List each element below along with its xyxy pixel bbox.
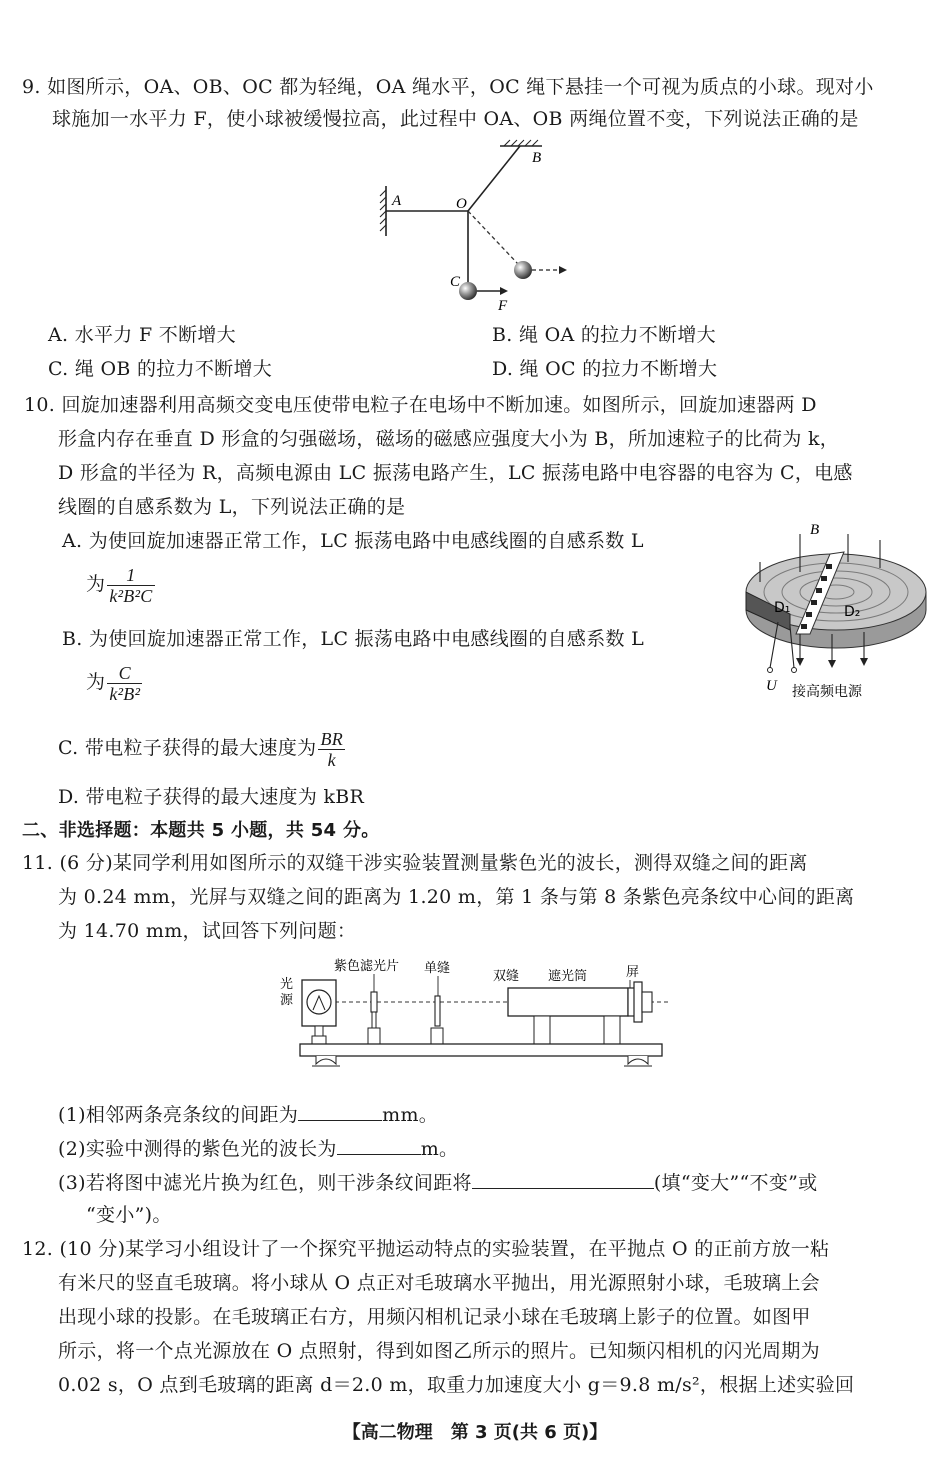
q10-cyclotron-figure [730, 522, 935, 707]
q11-sub3 [58, 1168, 817, 1196]
label-double-slit: 双缝 [493, 969, 520, 984]
q12-stem-line2: 有米尺的竖直毛玻璃。将小球从 O 点正对毛玻璃水平抛出，用光源照射小球，毛玻璃上会 [58, 1272, 820, 1294]
q10-stem-line2: 形盒内存在垂直 D 形盒的匀强磁场，磁场的磁感应强度大小为 B，所加速粒子的比荷为 k， [58, 428, 840, 450]
label-o: O [456, 196, 467, 212]
q9-stem-line1: 9. 如图所示，OA、OB、OC 都为轻绳，OA 绳水平，OC 绳下悬挂一个可视为质点的小球。现对小 [22, 76, 874, 98]
q11-sub1 [58, 1100, 438, 1128]
ceiling-hatch [500, 140, 542, 146]
q10-option-c-fraction [318, 729, 345, 770]
q9-stem-line2: 球施加一水平力 F，使小球被缓慢拉高，此过程中 OA、OB 两绳位置不变，下列说法正确的是 [52, 108, 859, 130]
q11-sub1-answer-blank[interactable] [298, 1100, 382, 1121]
label-b: B [532, 150, 542, 166]
rope-ob [468, 146, 520, 211]
q11-sub2-prefix: (2)实验中测得的紫色光的波长为 [58, 1138, 337, 1160]
q11-sub1-unit: mm。 [382, 1104, 439, 1126]
label-a: A [392, 193, 402, 209]
q10-option-c [58, 726, 345, 770]
q11-sub2-unit: m。 [420, 1138, 459, 1160]
q11-sub3-answer-blank[interactable] [472, 1168, 654, 1189]
q10-option-c-prefix: C. 带电粒子获得的最大速度为 [58, 737, 317, 759]
q10-option-a-prefix: 为 [86, 573, 106, 595]
q10-option-b-numerator: C [107, 663, 142, 684]
q10-option-a-fraction [107, 565, 154, 606]
q10-option-b-prefix: 为 [86, 671, 106, 693]
q10-option-a-numerator: 1 [107, 565, 154, 586]
label-u: U [766, 678, 777, 694]
q10-option-a-formula [86, 562, 155, 606]
q12-stem-line1: 12. (10 分)某学习小组设计了一个探究平抛运动特点的实验装置，在平抛点 O 的正前方放一粘 [22, 1238, 830, 1260]
label-single-slit: 单缝 [424, 961, 451, 976]
label-d1: D₁ [774, 600, 791, 616]
single-slit-element [435, 996, 440, 1026]
q9-option-d: D. 绳 OC 的拉力不断增大 [492, 358, 718, 380]
q11-sub3-prefix: (3)若将图中滤光片换为红色，则干涉条纹间距将 [58, 1172, 472, 1194]
q12-stem-line3: 出现小球的投影。在毛玻璃正右方，用频闪相机记录小球在毛玻璃上影子的位置。如图甲 [58, 1306, 811, 1328]
label-filter: 紫色滤光片 [334, 959, 400, 974]
q11-stem-line2: 为 0.24 mm，光屏与双缝之间的距离为 1.20 m，第 1 条与第 8 条紫色亮条纹中心间的距离 [58, 886, 855, 908]
label-f: F [498, 298, 508, 314]
q9-option-c: C. 绳 OB 的拉力不断增大 [48, 358, 273, 380]
label-light-source-1: 光 [280, 977, 294, 992]
q10-stem-line3: D 形盒的半径为 R，高频电源由 LC 振荡电路产生，LC 振荡电路中电容器的电容为 C，电感 [58, 462, 853, 484]
section-2-heading: 二、非选择题：本题共 5 小题，共 54 分。 [22, 820, 380, 841]
q12-stem-line4: 所示，将一个点光源放在 O 点照射，得到如图乙所示的照片。已知频闪相机的闪光周期为 [58, 1340, 820, 1362]
light-tube [508, 988, 628, 1016]
page-footer: 【高二物理 第 3 页(共 6 页)】 [342, 1422, 608, 1443]
q11-stem-line3: 为 14.70 mm，试回答下列问题： [58, 920, 357, 942]
label-d2: D₂ [844, 604, 861, 620]
q10-stem-line1: 10. 回旋加速器利用高频交变电压使带电粒子在电场中不断加速。如图所示，回旋加速器两 D [24, 394, 817, 416]
q11-sub3-suffix: (填“变大”“不变”或 [653, 1172, 818, 1194]
screen-element [634, 982, 642, 1022]
q11-sub2 [58, 1134, 458, 1162]
ball-raised [514, 261, 532, 279]
q11-sub1-prefix: (1)相邻两条亮条纹的间距为 [58, 1104, 299, 1126]
q10-option-a-denominator: k²B²C [109, 585, 153, 606]
q10-stem-line4: 线圈的自感系数为 L，下列说法正确的是 [58, 496, 406, 518]
label-screen: 屏 [626, 965, 640, 980]
optical-bench [300, 1044, 662, 1056]
q10-option-b-denominator: k²B² [109, 683, 141, 704]
q11-sub3-continued: “变小”)。 [86, 1204, 172, 1226]
q10-option-a-text: A. 为使回旋加速器正常工作，LC 振荡电路中电感线圈的自感系数 L [62, 530, 644, 552]
q10-option-d: D. 带电粒子获得的最大速度为 kBR [58, 786, 365, 808]
q10-option-b-formula [86, 660, 142, 704]
q9-rope-figure [370, 138, 580, 316]
q10-option-c-numerator: BR [320, 728, 344, 749]
label-tube: 遮光筒 [548, 969, 588, 984]
q11-sub2-answer-blank[interactable] [337, 1134, 421, 1155]
rope-oc-dashed [468, 211, 518, 264]
q12-stem-line5: 0.02 s，O 点到毛玻璃的距离 d＝2.0 m，取重力加速度大小 g＝9.8 m/s²，根据上述实验回 [58, 1374, 855, 1396]
q10-option-b-fraction [107, 663, 142, 704]
wall-hatch [380, 186, 386, 236]
q11-interference-apparatus [278, 952, 678, 1092]
label-b: B [810, 522, 820, 538]
q10-option-b-text: B. 为使回旋加速器正常工作，LC 振荡电路中电感线圈的自感系数 L [62, 628, 645, 650]
filter-element [371, 992, 377, 1012]
q9-option-b: B. 绳 OA 的拉力不断增大 [492, 324, 716, 346]
q11-stem-line1: 11. (6 分)某同学利用如图所示的双缝干涉实验装置测量紫色光的波长，测得双缝之间的距离 [22, 852, 808, 874]
label-light-source-2: 源 [280, 993, 294, 1008]
q10-option-c-denominator: k [327, 749, 336, 770]
q9-option-a: A. 水平力 F 不断增大 [48, 324, 236, 346]
label-c: C [450, 274, 461, 290]
ball-initial [459, 282, 477, 300]
figure-caption: 接高频电源 [792, 684, 862, 700]
